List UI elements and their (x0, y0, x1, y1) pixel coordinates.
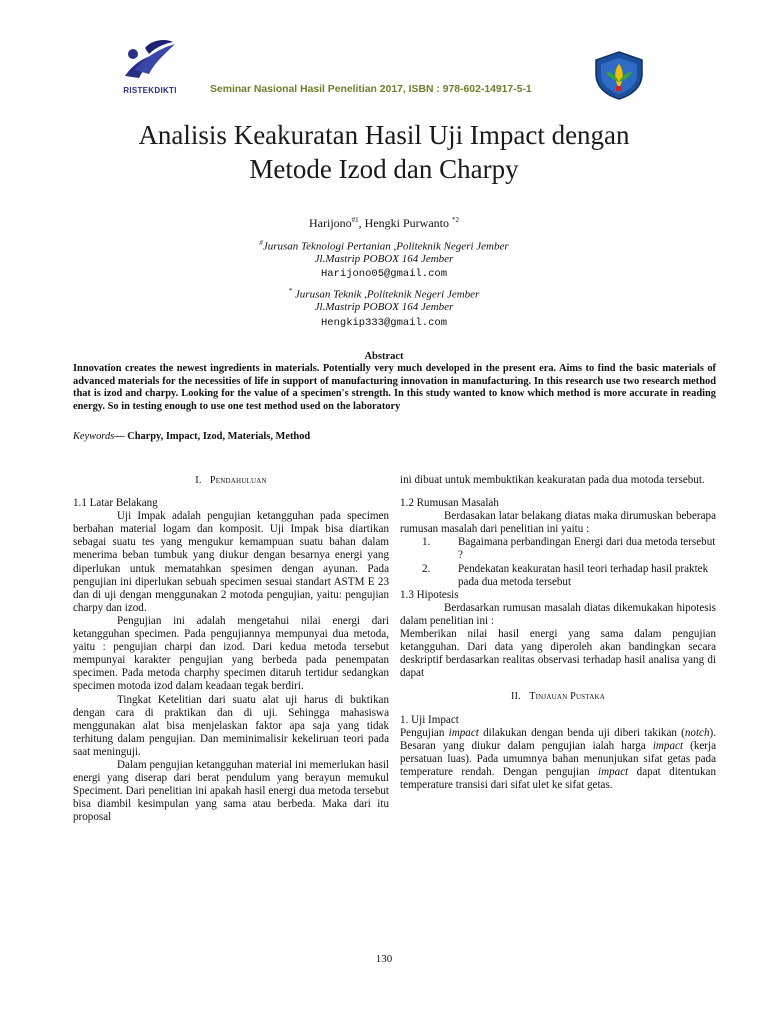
subsection-1-1: 1.1 Latar Belakang (73, 497, 158, 510)
list-item-text: Pendekatan keakuratan hasil teori terhadap hasil praktek pada dua metoda tersebut (458, 562, 709, 588)
email-2: Hengkip333@gmail.com (320, 317, 448, 329)
affiliation-1 (0, 239, 768, 253)
author-separator: , Hengki Purwanto (358, 216, 452, 230)
text-run: (kerja persatuan luas). Pada umumnya bahan menunjukan sifat getas pada temperature rendah. Dengan pengujian (400, 739, 716, 778)
affiliation-2-marker: * (288, 287, 293, 295)
email-1: Harijono05@gmail.com (320, 268, 448, 280)
affiliation-1-address: Jl.Mastrip POBOX 164 Jember (314, 253, 454, 265)
author-line (0, 216, 768, 231)
text-run-italic: impact (598, 765, 629, 778)
paragraph: Uji Impak adalah pengujian ketangguhan pada specimen berbahan material logam dan komposit. Uji Impak bisa diartikan sebagai suatu tes yang mengukur kemampuan suatu bahan dalam menerima beban tumbuk yang diukur dengan besarnya energi yang diperlukan untuk mematahkan spesimen dengan ayunan. Pada pengujian ini diperlukan sebuah specimen sesuai standart ASTM E 23 dan di uji dengan menggunakan 2 motoda pengujian, yaitu: pengujian charpy dan izod. (73, 510, 389, 614)
paragraph: Berdasakan latar belakang diatas maka dirumuskan beberapa rumusan masalah dari penelitian ini yaitu : (400, 510, 716, 536)
paragraph: ini dibuat untuk membuktikan keakuratan pada dua motoda tersebut. (400, 474, 705, 486)
section-1-number: I. (195, 475, 202, 486)
right-column (400, 474, 716, 792)
title-line-1: Analisis Keakuratan Hasil Uji Impact dengan (138, 120, 630, 150)
text-run: Pengujian (400, 726, 449, 739)
research-questions-list (400, 536, 716, 588)
author-2-marker: *2 (451, 216, 459, 224)
paragraph: Tingkat Ketelitian dari suatu alat uji harus di buktikan dengan cara di praktikan dan di uji. Sehingga mahasiswa menggunakan alat bisa menjelaskan faktor apa saja yang tidak terhitung dalam pengujian. Dan meminimalisir kekeliruan teori pada saat meninguji. (73, 693, 389, 758)
list-item (400, 563, 716, 589)
keywords-dash: — (114, 431, 128, 442)
left-column (73, 474, 389, 824)
page-number: 130 (375, 953, 393, 965)
ristekdikti-logo-text: RISTEKDIKTI (123, 86, 177, 95)
section-1-title: Pendahuluan (209, 475, 267, 486)
text-run-italic: impact (652, 739, 684, 752)
subsection-1-2: 1.2 Rumusan Masalah (400, 497, 499, 510)
paper-title (60, 118, 708, 186)
keywords-value: Charpy, Impact, Izod, Materials, Method (127, 431, 311, 442)
text-run: ). Besaran yang diukur dalam pengujian ialah harga (400, 726, 716, 752)
paragraph (400, 727, 716, 792)
abstract-heading: Abstract (364, 351, 404, 362)
text-run-italic: notch (684, 726, 710, 739)
subsection-1-3: 1.3 Hipotesis (400, 588, 459, 601)
paragraph: Dalam pengujian ketangguhan material ini memerlukan hasil energi yang diserap dari berat pendulum yang berayun memukul Speciment. Dari penelitian ini apakah hasil energi dua metoda tersebut bisa diambil kesimpulan yang sama atau berbeda. Maka dari itu proposal (73, 758, 389, 824)
author-1-marker: #1 (351, 216, 359, 224)
polije-logo-icon (592, 50, 646, 100)
affiliation-2-address: Jl.Mastrip POBOX 164 Jember (314, 301, 454, 313)
author-1: Harijono (309, 216, 352, 230)
text-run: dilakukan dengan benda uji diberi takikan ( (478, 726, 685, 739)
keywords-label: Keywords (73, 431, 115, 442)
affiliation-1-line-1: Jurusan Teknologi Pertanian ,Politeknik Negeri Jember (262, 240, 509, 253)
list-item-number: 1. (422, 536, 431, 549)
keywords (73, 431, 716, 442)
conference-info: Seminar Nasional Hasil Penelitian 2017, ISBN : 978-602-14917-5-1 (210, 84, 532, 95)
text-run-italic: impact (448, 726, 479, 739)
section-2-number: II. (511, 691, 521, 703)
paragraph: Pengujian ini adalah mengetahui nilai energi dari ketangguhan specimen. Pada pengujiannya mempunyai dua metoda, yaitu : pengujian charpi dan izod. Dari kedua metoda tersebut mempunyai karakter pengujian yang berbeda pada penempatan specimen. Pada metoda charphy specimen ditaruh tertidur sedangkan specimen motoda izod dalam keadaan tegak berdiri. (73, 614, 389, 693)
affiliation-2-line-1: Jurusan Teknik ,Politeknik Negeri Jember (292, 288, 480, 301)
title-line-2: Metode Izod dan Charpy (249, 154, 519, 184)
paragraph: Berdasarkan rumusan masalah diatas dikemukakan hipotesis dalam penelitian ini : (400, 601, 716, 627)
section-1-heading (73, 474, 389, 487)
abstract-body: Innovation creates the newest ingredients in materials. Potentially very much developed in the present era. Aims to find the basic materials of advanced materials for the necessities of life in support of manufacturing innovation in manufacturing. In this research use two research method that is izod and charpy. Looking for the value of a specimen's strength. In this study wanted to know which method is more accurate in reading energy. So in testing enough to use one test method used on the laboratory (73, 363, 716, 412)
list-item-number: 2. (422, 562, 431, 575)
text-run: dapat ditentukan temperature transisi dari sifat ulet ke sifat getas. (400, 765, 716, 791)
list-item-text: Bagaimana perbandingan Energi dari dua metoda tersebut ? (458, 536, 716, 562)
list-item (400, 536, 716, 562)
affiliation-1-marker: # (259, 239, 263, 247)
section-2-heading (400, 690, 716, 703)
ristekdikti-logo-icon (115, 36, 183, 84)
subsection-uji-impact: 1. Uji Impact (400, 713, 459, 726)
page-header (0, 0, 768, 105)
paragraph: Memberikan nilai hasil energi yang sama dalam pengujian ketangguhan. Dari data yang diperoleh akan bandingkan secara deskriptif berdasarkan realitas observasi terhadap hasil analisa yang di dapat (400, 628, 716, 680)
section-2-title: Tinjauan Pustaka (529, 691, 605, 703)
affiliation-2 (0, 287, 768, 301)
